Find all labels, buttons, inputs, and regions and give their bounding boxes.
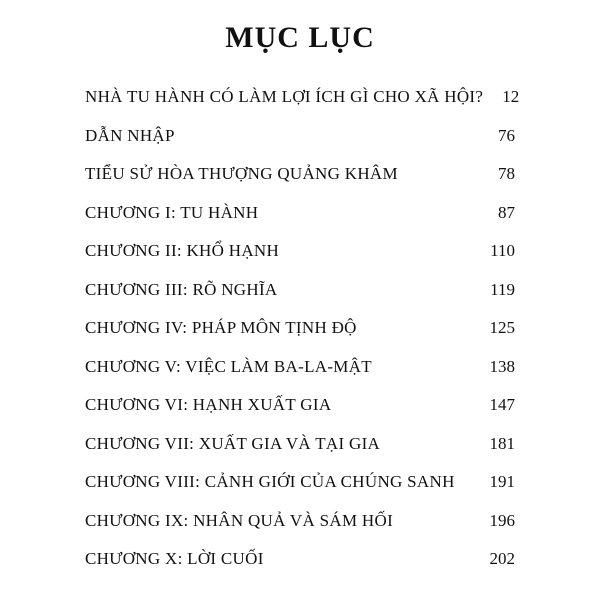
toc-entry-page: 196	[489, 510, 515, 530]
toc-entry-label: CHƯƠNG X: LỜI CUỐI	[85, 549, 264, 568]
toc-entry-page: 138	[489, 356, 515, 376]
toc-entry-page: 12	[502, 87, 520, 106]
toc-entry	[85, 164, 515, 203]
toc-entry-page: 147	[489, 395, 515, 414]
toc-entry	[85, 126, 515, 165]
toc-entry	[85, 87, 520, 126]
toc-entry	[85, 280, 515, 319]
toc-entry-label: CHƯƠNG I: TU HÀNH	[85, 202, 259, 222]
toc-entry-label: CHƯƠNG IX: NHÂN QUẢ VÀ SÁM HỐI	[85, 510, 394, 530]
toc-entry	[85, 395, 515, 434]
toc-entry-page: 78	[498, 164, 515, 183]
page-title: MỤC LỤC	[225, 21, 375, 54]
toc-entry-page: 110	[490, 241, 515, 260]
toc-entry-label: CHƯƠNG III: RÕ NGHĨA	[85, 279, 278, 299]
toc-entry	[85, 241, 515, 280]
toc-entry	[85, 549, 515, 588]
toc-entry-page: 87	[498, 202, 515, 222]
toc-entry-label: NHÀ TU HÀNH CÓ LÀM LỢI ÍCH GÌ CHO XÃ HỘI?	[85, 87, 484, 106]
toc-entry-page: 202	[489, 549, 515, 568]
toc-entry-page: 76	[498, 125, 515, 145]
toc-entry-label: CHƯƠNG V: VIỆC LÀM BA-LA-MẬT	[85, 356, 372, 376]
toc-entry	[85, 472, 515, 511]
toc-entry-label: TIỂU SỬ HÒA THƯỢNG QUẢNG KHÂM	[85, 164, 398, 183]
toc-entry	[85, 434, 515, 473]
toc-entry	[85, 357, 515, 396]
toc-entry-label: CHƯƠNG IV: PHÁP MÔN TỊNH ĐỘ	[85, 318, 357, 337]
table-of-contents	[85, 87, 520, 588]
toc-entry	[85, 318, 515, 357]
toc-entry-label: CHƯƠNG VI: HẠNH XUẤT GIA	[85, 395, 332, 414]
toc-entry-label: CHƯƠNG VII: XUẤT GIA VÀ TẠI GIA	[85, 433, 381, 453]
toc-entry	[85, 203, 515, 242]
toc-entry-page: 181	[489, 433, 515, 453]
toc-entry-label: CHƯƠNG II: KHỔ HẠNH	[85, 241, 280, 260]
toc-entry-page: 119	[490, 279, 515, 299]
toc-entry-page: 125	[489, 318, 515, 337]
toc-entry-label: DẪN NHẬP	[85, 125, 175, 145]
toc-entry-page: 191	[489, 472, 515, 491]
toc-entry-label: CHƯƠNG VIII: CẢNH GIỚI CỦA CHÚNG SANH	[85, 472, 455, 491]
toc-entry	[85, 511, 515, 550]
